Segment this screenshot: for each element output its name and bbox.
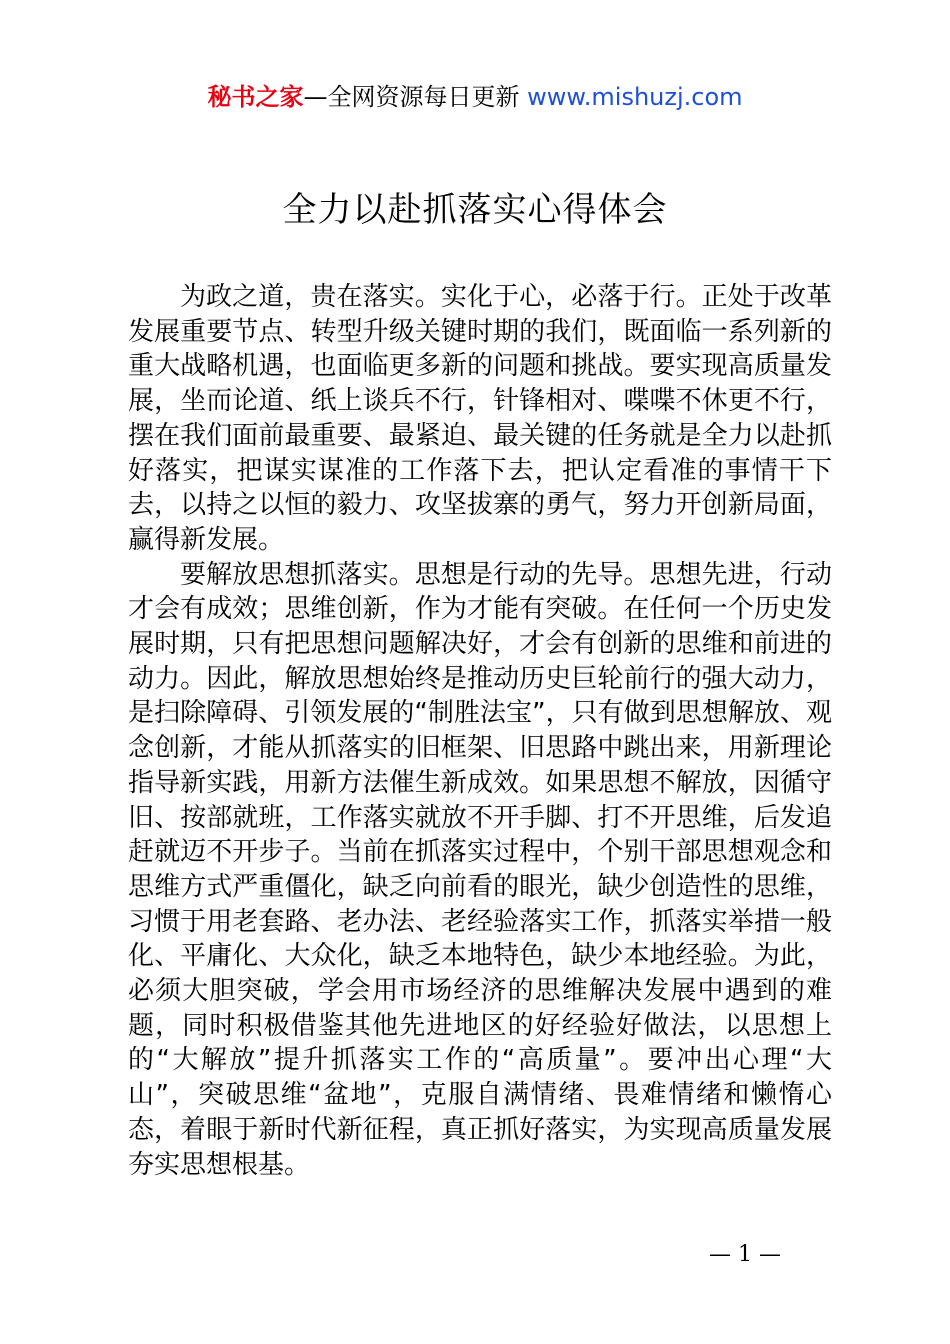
document-body — [128, 280, 832, 1182]
paragraph-1: 为政之道，贵在落实。实化于心，必落于行。正处于改革发展重要节点、转型升级关键时期的我们，既面临一系列新的重大战略机遇，也面临更多新的问题和挑战。要实现高质量发展，坐而论道、纸上谈兵不行，针锋相对、喋喋不休更不行，摆在我们面前最重要、最紧迫、最关键的任务就是全力以赴抓好落实，把谋实谋准的工作落下去，把认定看准的事情干下去，以持之以恒的毅力、攻坚拔寨的勇气，努力开创新局面，赢得新发展。 — [128, 282, 832, 555]
site-url-link[interactable]: www.mishuzj.com — [527, 83, 743, 111]
page-number: — 1 — — [709, 1242, 781, 1267]
paragraph-2: 要解放思想抓落实。思想是行动的先导。思想先进，行动才会有成效；思维创新，作为才能有突破。在任何一个历史发展时期，只有把思想问题解决好，才会有创新的思维和前进的动力。因此，解放思想始终是推动历史巨轮前行的强大动力，是扫除障碍、引领发展的“制胜法宝”，只有做到思想解放、观念创新，才能从抓落实的旧框架、旧思路中跳出来，用新理论指导新实践，用新方法催生新成效。如果思想不解放，因循守旧、按部就班，工作落实就放不开手脚、打不开思维，后发追赶就迈不开步子。当前在抓落实过程中，个别干部思想观念和思维方式严重僵化，缺乏向前看的眼光，缺少创造性的思维，习惯于用老套路、老办法、老经验落实工作，抓落实举措一般化、平庸化、大众化，缺乏本地特色，缺少本地经验。为此，必须大胆突破，学会用市场经济的思维解决发展中遇到的难题，同时积极借鉴其他先进地区的好经验好做法，以思想上的“大解放”提升抓落实工作的“高质量”。要冲出心理“大山”，突破思维“盆地”，克服自满情绪、畏难情绪和懒惰心态，着眼于新时代新征程，真正抓好落实，为实现高质量发展夯实思想根基。 — [128, 559, 832, 1180]
document-title: 全力以赴抓落实心得体会 — [282, 190, 668, 230]
site-header — [0, 80, 950, 114]
site-brand: 秘书之家 — [207, 83, 304, 111]
site-tagline: —全网资源每日更新 — [303, 83, 520, 111]
